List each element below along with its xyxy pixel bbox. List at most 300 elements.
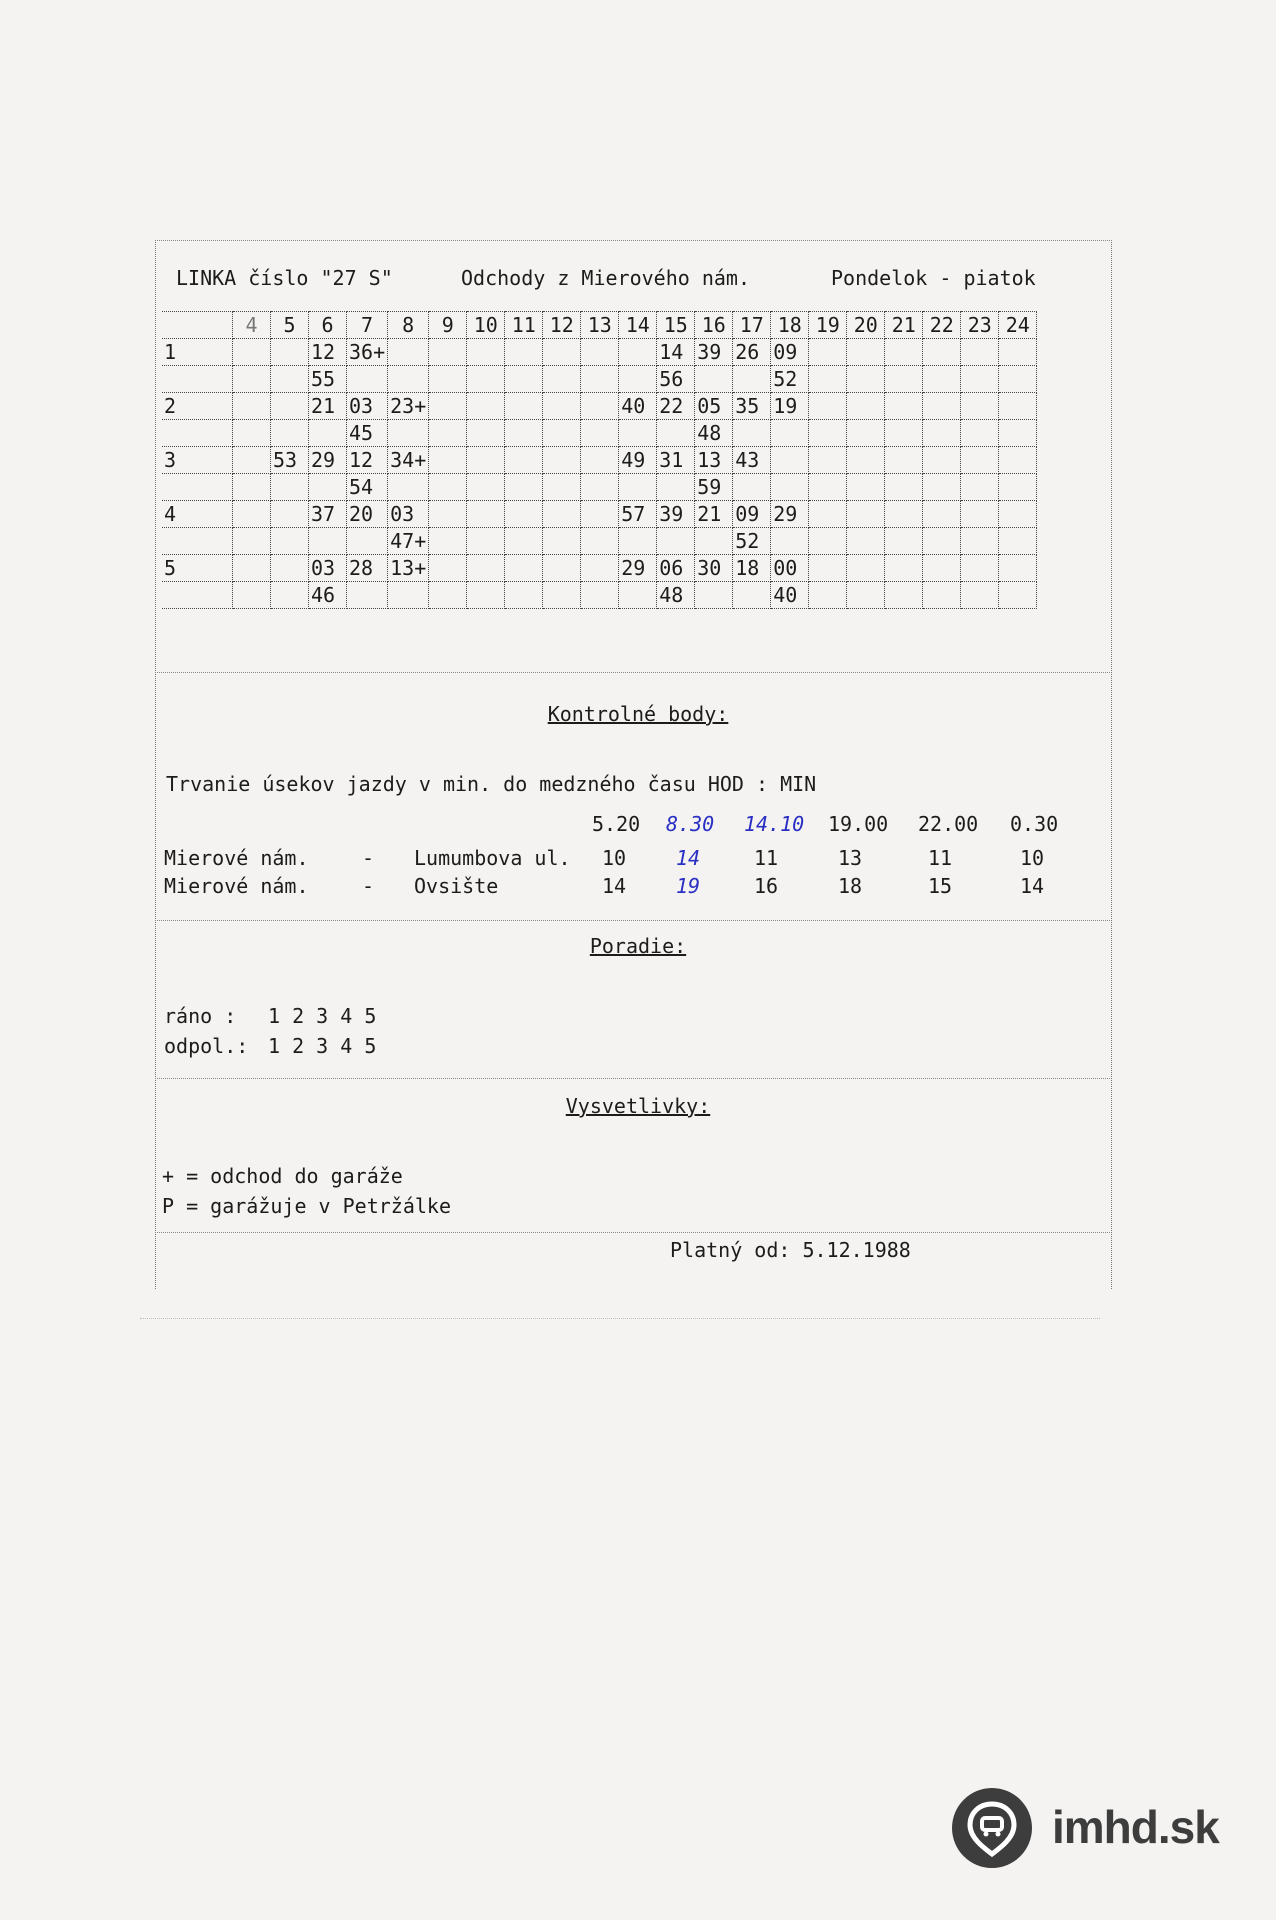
divider (155, 920, 1110, 921)
sheet-edge (140, 1318, 1100, 1319)
departure-minute: 03 (309, 555, 347, 582)
departure-minute (429, 501, 467, 528)
departure-minute (885, 366, 923, 393)
departure-minute (581, 339, 619, 366)
departure-minute: 09 (733, 501, 771, 528)
days-title: Pondelok - piatok (831, 266, 1036, 290)
departure-minute: 59 (695, 474, 733, 501)
hour-header: 16 (695, 312, 733, 339)
departure-minute (961, 339, 999, 366)
departure-minute (233, 420, 271, 447)
hour-header: 22 (923, 312, 961, 339)
departure-minute (543, 366, 581, 393)
control-time: 5.20 (592, 812, 641, 836)
legend-item-petrzalka: P = garážuje v Petržálke (162, 1194, 451, 1218)
control-row-2-to: Ovsište (414, 874, 499, 898)
legend-item-garage: + = odchod do garáže (162, 1164, 403, 1188)
departure-minute (771, 528, 809, 555)
departure-minute (733, 582, 771, 609)
departure-minute (505, 393, 543, 420)
departure-minute (999, 420, 1037, 447)
departure-minute: 37 (309, 501, 347, 528)
control-duration: 11 (928, 846, 953, 870)
course-row (162, 528, 1037, 555)
departure-minute (923, 474, 961, 501)
departure-minute: 23+ (388, 393, 429, 420)
legend-title: Vysvetlivky: (565, 1094, 711, 1118)
departure-minute (885, 582, 923, 609)
corner-cell (162, 312, 233, 339)
departure-minute (695, 366, 733, 393)
departure-minute (961, 447, 999, 474)
departure-minute: 56 (657, 366, 695, 393)
hour-header: 23 (961, 312, 999, 339)
departure-minute (581, 420, 619, 447)
departure-minute (961, 528, 999, 555)
departure-minute (885, 474, 923, 501)
departure-minute (543, 474, 581, 501)
departure-minute (467, 474, 505, 501)
divider (155, 672, 1110, 673)
departure-minute (505, 474, 543, 501)
departure-minute: 21 (309, 393, 347, 420)
departure-minute (885, 501, 923, 528)
departure-minute: 55 (309, 366, 347, 393)
departure-minute (999, 555, 1037, 582)
departure-minute (233, 582, 271, 609)
departure-minute (809, 339, 847, 366)
departure-minute: 40 (771, 582, 809, 609)
departure-minute (429, 393, 467, 420)
departure-minute (923, 582, 961, 609)
departure-minute (388, 420, 429, 447)
departure-minute (543, 582, 581, 609)
departure-minute (809, 474, 847, 501)
departure-minute (809, 366, 847, 393)
departure-minute (809, 528, 847, 555)
departure-minute: 19 (771, 393, 809, 420)
departure-minute (505, 339, 543, 366)
departure-minute (657, 528, 695, 555)
departure-minute (809, 555, 847, 582)
hour-header: 7 (347, 312, 388, 339)
hour-header: 17 (733, 312, 771, 339)
control-duration: 19 (676, 874, 701, 898)
departure-minute (233, 393, 271, 420)
departures-title: Odchody z Mierového nám. (461, 266, 750, 290)
course-number: 3 (162, 447, 233, 474)
departure-minute: 18 (733, 555, 771, 582)
departure-minute (695, 528, 733, 555)
hour-header: 14 (619, 312, 657, 339)
control-duration: 18 (838, 874, 863, 898)
course-row (162, 447, 1037, 474)
departure-minute (885, 420, 923, 447)
hour-header: 8 (388, 312, 429, 339)
departure-minute (999, 393, 1037, 420)
departure-minute (467, 447, 505, 474)
departure-minute (429, 447, 467, 474)
departure-minute (809, 582, 847, 609)
departure-minute (233, 555, 271, 582)
course-number (162, 420, 233, 447)
control-duration: 16 (754, 874, 779, 898)
departure-minute (505, 555, 543, 582)
departure-minute (581, 555, 619, 582)
course-row (162, 474, 1037, 501)
departure-minute (885, 339, 923, 366)
departure-minute (388, 339, 429, 366)
departure-minute (847, 447, 885, 474)
hour-header: 21 (885, 312, 923, 339)
departure-minute (657, 420, 695, 447)
departure-minute: 40 (619, 393, 657, 420)
departure-minute (581, 474, 619, 501)
departure-minute (847, 366, 885, 393)
departure-minute (619, 366, 657, 393)
departure-minute: 54 (347, 474, 388, 501)
departure-minute: 29 (619, 555, 657, 582)
departure-minute (847, 528, 885, 555)
control-duration: 13 (838, 846, 863, 870)
departure-minute (771, 447, 809, 474)
departure-minute (505, 366, 543, 393)
departure-minute: 31 (657, 447, 695, 474)
departure-minute (467, 582, 505, 609)
imhd-wordmark: imhd.sk (1052, 1801, 1219, 1853)
departure-minute (923, 501, 961, 528)
departure-minute (543, 501, 581, 528)
departure-minute (271, 555, 309, 582)
hour-header: 5 (271, 312, 309, 339)
departure-minute (847, 555, 885, 582)
departure-minute (467, 501, 505, 528)
control-points-title: Kontrolné body: (547, 702, 729, 726)
course-row (162, 582, 1037, 609)
hour-header: 4 (233, 312, 271, 339)
control-time: 0.30 (1010, 812, 1059, 836)
control-time: 22.00 (918, 812, 979, 836)
departure-minute (505, 501, 543, 528)
departure-minute (581, 447, 619, 474)
departure-minute (233, 501, 271, 528)
control-row-2-from: Mierové nám. (164, 874, 309, 898)
departure-minute (309, 420, 347, 447)
departure-minute (388, 366, 429, 393)
departure-minute: 57 (619, 501, 657, 528)
departure-minute (923, 528, 961, 555)
hour-header: 12 (543, 312, 581, 339)
departure-minute (467, 555, 505, 582)
departure-minute (467, 366, 505, 393)
departure-minute (505, 447, 543, 474)
order-morning: 1 2 3 4 5 (268, 1004, 377, 1028)
departure-minute: 48 (657, 582, 695, 609)
departure-minute (581, 528, 619, 555)
departure-minute (271, 582, 309, 609)
departure-minute: 43 (733, 447, 771, 474)
departure-minute (271, 528, 309, 555)
departure-minute (999, 582, 1037, 609)
departure-minute (233, 339, 271, 366)
departure-minute: 09 (771, 339, 809, 366)
departure-minute (885, 447, 923, 474)
departure-minute: 53 (271, 447, 309, 474)
departure-minute (543, 420, 581, 447)
control-time: 8.30 (666, 812, 715, 836)
divider (155, 1232, 1110, 1233)
departure-minute (847, 501, 885, 528)
course-number: 5 (162, 555, 233, 582)
departure-minute: 52 (771, 366, 809, 393)
departure-minute (961, 582, 999, 609)
departure-minute (961, 366, 999, 393)
departure-minute (429, 339, 467, 366)
course-row (162, 420, 1037, 447)
departure-minute (999, 528, 1037, 555)
departure-minute: 05 (695, 393, 733, 420)
departure-minute (809, 447, 847, 474)
departure-minute (581, 393, 619, 420)
departure-minute: 30 (695, 555, 733, 582)
departure-minute (923, 393, 961, 420)
departure-minute (847, 393, 885, 420)
departure-minute (581, 582, 619, 609)
departure-minute (505, 582, 543, 609)
course-number (162, 366, 233, 393)
control-row-2-dash: - (362, 874, 375, 898)
hour-header: 9 (429, 312, 467, 339)
departure-minute (429, 528, 467, 555)
departure-minute (271, 501, 309, 528)
departure-minute: 12 (309, 339, 347, 366)
departure-minute (271, 420, 309, 447)
departure-minute (961, 393, 999, 420)
departure-minute: 35 (733, 393, 771, 420)
course-number: 2 (162, 393, 233, 420)
valid-from: Platný od: 5.12.1988 (670, 1238, 911, 1262)
departure-minute (388, 582, 429, 609)
departure-minute: 36+ (347, 339, 388, 366)
departure-minute (543, 447, 581, 474)
order-afternoon: 1 2 3 4 5 (268, 1034, 377, 1058)
order-morning-label: ráno : (164, 1004, 237, 1028)
course-row (162, 501, 1037, 528)
imhd-logo (952, 1788, 1222, 1868)
control-duration: 10 (1020, 846, 1045, 870)
departure-minute: 39 (657, 501, 695, 528)
departure-minute (619, 474, 657, 501)
departure-grid (162, 311, 1037, 609)
departure-minute (233, 447, 271, 474)
course-number (162, 528, 233, 555)
departure-minute: 21 (695, 501, 733, 528)
departure-minute (271, 366, 309, 393)
control-duration: 15 (928, 874, 953, 898)
departure-minute (619, 339, 657, 366)
course-row (162, 366, 1037, 393)
departure-minute (847, 582, 885, 609)
departure-minute (467, 528, 505, 555)
departure-minute (999, 366, 1037, 393)
order-afternoon-label: odpol.: (164, 1034, 249, 1058)
departure-minute (619, 528, 657, 555)
course-number: 4 (162, 501, 233, 528)
departure-minute (347, 582, 388, 609)
control-duration: 10 (602, 846, 627, 870)
departure-minute: 26 (733, 339, 771, 366)
course-row (162, 555, 1037, 582)
departure-minute: 47+ (388, 528, 429, 555)
divider (155, 1078, 1110, 1079)
departure-minute: 45 (347, 420, 388, 447)
departure-minute (388, 474, 429, 501)
hour-header: 6 (309, 312, 347, 339)
departure-minute (695, 582, 733, 609)
control-row-1-to: Lumumbova ul. (414, 846, 571, 870)
departure-minute (999, 447, 1037, 474)
departure-minute (429, 474, 467, 501)
departure-minute: 22 (657, 393, 695, 420)
hour-header: 10 (467, 312, 505, 339)
departure-minute (809, 393, 847, 420)
departure-minute (543, 528, 581, 555)
hour-header: 15 (657, 312, 695, 339)
departure-minute (429, 366, 467, 393)
departure-minute (961, 555, 999, 582)
course-number (162, 582, 233, 609)
departure-minute (999, 501, 1037, 528)
departure-minute (771, 420, 809, 447)
departure-minute (581, 366, 619, 393)
departure-minute (657, 474, 695, 501)
bus-pin-icon (952, 1788, 1032, 1868)
departure-minute (271, 474, 309, 501)
hour-header: 24 (999, 312, 1037, 339)
control-time: 19.00 (828, 812, 889, 836)
departure-minute (961, 420, 999, 447)
departure-minute: 48 (695, 420, 733, 447)
departure-minute (999, 474, 1037, 501)
line-title: LINKA číslo "27 S" (176, 266, 393, 290)
departure-minute (847, 474, 885, 501)
departure-minute (885, 528, 923, 555)
departure-minute (923, 366, 961, 393)
control-duration: 14 (676, 846, 701, 870)
hour-header: 13 (581, 312, 619, 339)
departure-minute (885, 555, 923, 582)
departure-minute (923, 447, 961, 474)
hour-header: 19 (809, 312, 847, 339)
departure-minute (505, 528, 543, 555)
departure-minute: 29 (309, 447, 347, 474)
departure-minute (885, 393, 923, 420)
departure-minute (543, 339, 581, 366)
departure-minute (809, 501, 847, 528)
departure-minute (961, 501, 999, 528)
departure-minute (347, 366, 388, 393)
course-number: 1 (162, 339, 233, 366)
departure-minute (619, 420, 657, 447)
departure-minute (271, 339, 309, 366)
hours-row (162, 312, 1037, 339)
departure-minute (999, 339, 1037, 366)
control-duration: 14 (602, 874, 627, 898)
order-title: Poradie: (589, 934, 687, 958)
departure-minute (847, 420, 885, 447)
departure-minute (429, 420, 467, 447)
departure-minute: 14 (657, 339, 695, 366)
departure-minute (429, 582, 467, 609)
course-number (162, 474, 233, 501)
course-row (162, 393, 1037, 420)
departure-minute: 20 (347, 501, 388, 528)
departure-minute: 46 (309, 582, 347, 609)
departure-minute: 29 (771, 501, 809, 528)
departure-minute (847, 339, 885, 366)
departure-minute (809, 420, 847, 447)
departure-minute: 28 (347, 555, 388, 582)
control-time: 14.10 (744, 812, 805, 836)
course-row (162, 339, 1037, 366)
departure-minute (309, 474, 347, 501)
departure-minute (347, 528, 388, 555)
hour-header: 11 (505, 312, 543, 339)
departure-minute (961, 474, 999, 501)
departure-minute (309, 528, 347, 555)
departure-minute (543, 555, 581, 582)
departure-minute (467, 420, 505, 447)
departure-minute: 49 (619, 447, 657, 474)
control-row-1-from: Mierové nám. (164, 846, 309, 870)
departure-minute (733, 474, 771, 501)
departure-minute: 34+ (388, 447, 429, 474)
departure-minute (619, 582, 657, 609)
hour-header: 20 (847, 312, 885, 339)
departure-minute (923, 339, 961, 366)
departure-minute: 03 (388, 501, 429, 528)
departure-minute: 06 (657, 555, 695, 582)
departure-minute (429, 555, 467, 582)
departure-minute (923, 555, 961, 582)
departure-minute (581, 501, 619, 528)
departure-minute (505, 420, 543, 447)
departure-minute (733, 420, 771, 447)
hour-header: 18 (771, 312, 809, 339)
departure-minute: 00 (771, 555, 809, 582)
departure-minute (233, 528, 271, 555)
control-duration: 11 (754, 846, 779, 870)
departure-minute: 12 (347, 447, 388, 474)
departure-minute (543, 393, 581, 420)
departure-minute (271, 393, 309, 420)
departure-minute (233, 366, 271, 393)
departure-minute: 13+ (388, 555, 429, 582)
departure-minute (467, 339, 505, 366)
departure-minute: 39 (695, 339, 733, 366)
departure-minute (923, 420, 961, 447)
control-intro: Trvanie úsekov jazdy v min. do medzného času HOD : MIN (166, 772, 817, 796)
departure-minute: 52 (733, 528, 771, 555)
departure-minute (771, 474, 809, 501)
departure-minute (733, 366, 771, 393)
control-row-1-dash: - (362, 846, 375, 870)
control-duration: 14 (1020, 874, 1045, 898)
departure-minute: 03 (347, 393, 388, 420)
departure-minute: 13 (695, 447, 733, 474)
departure-minute (233, 474, 271, 501)
departure-minute (467, 393, 505, 420)
